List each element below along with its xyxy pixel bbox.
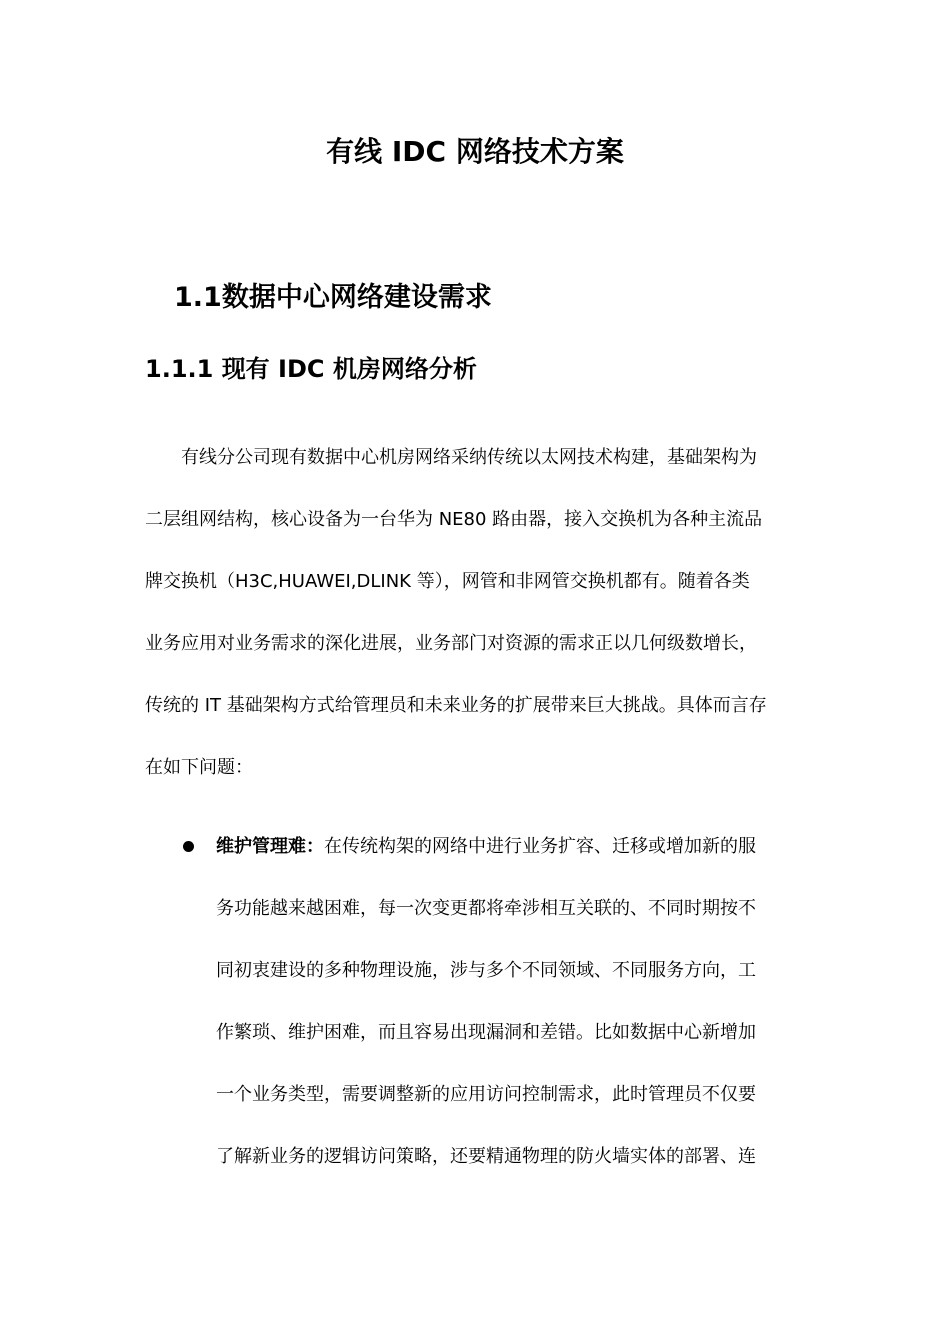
- paragraph-line: 二层组网结构，核心设备为一台华为 NE80 路由器，接入交换机为各种主流品: [145, 509, 763, 530]
- paragraph-line: 传统的 IT 基础架构方式给管理员和未来业务的扩展带来巨大挑战。具体而言存: [145, 695, 767, 716]
- document-title: 有线 IDC 网络技术方案: [326, 135, 624, 168]
- bullet-line: 了解新业务的逻辑访问策略，还要精通物理的防火墙实体的部署、连: [216, 1146, 756, 1167]
- section-heading: 1.1数据中心网络建设需求: [174, 282, 492, 313]
- paragraph-line: 业务应用对业务需求的深化进展，业务部门对资源的需求正以几何级数增长，: [145, 633, 757, 654]
- bullet-list: [145, 816, 825, 1188]
- bullet-line: [216, 816, 825, 878]
- bullet-line: 一个业务类型，需要调整新的应用访问控制需求，此时管理员不仅要: [216, 1084, 756, 1105]
- bullet-text: 在传统构架的网络中进行业务扩容、迁移或增加新的服: [324, 836, 756, 857]
- bullet-line: 务功能越来越困难，每一次变更都将牵涉相互关联的、不同时期按不: [216, 898, 756, 919]
- bullet-line: 作繁琐、维护困难，而且容易出现漏洞和差错。比如数据中心新增加: [216, 1022, 756, 1043]
- bullet-line: 同初衷建设的多种物理设施，涉与多个不同领域、不同服务方向，工: [216, 960, 756, 981]
- subsection-heading: 1.1.1 现有 IDC 机房网络分析: [145, 355, 477, 383]
- bullet-lead: 维护管理难：: [216, 836, 324, 857]
- body-paragraph: [145, 427, 825, 799]
- bullet-dot-icon: [183, 841, 194, 852]
- paragraph-line: 有线分公司现有数据中心机房网络采纳传统以太网技术构建，基础架构为: [181, 447, 757, 468]
- paragraph-line: 牌交换机（H3C,HUAWEI,DLINK 等），网管和非网管交换机都有。随着各类: [145, 571, 750, 592]
- list-item: [145, 816, 825, 1188]
- paragraph-line: 在如下问题：: [145, 757, 253, 778]
